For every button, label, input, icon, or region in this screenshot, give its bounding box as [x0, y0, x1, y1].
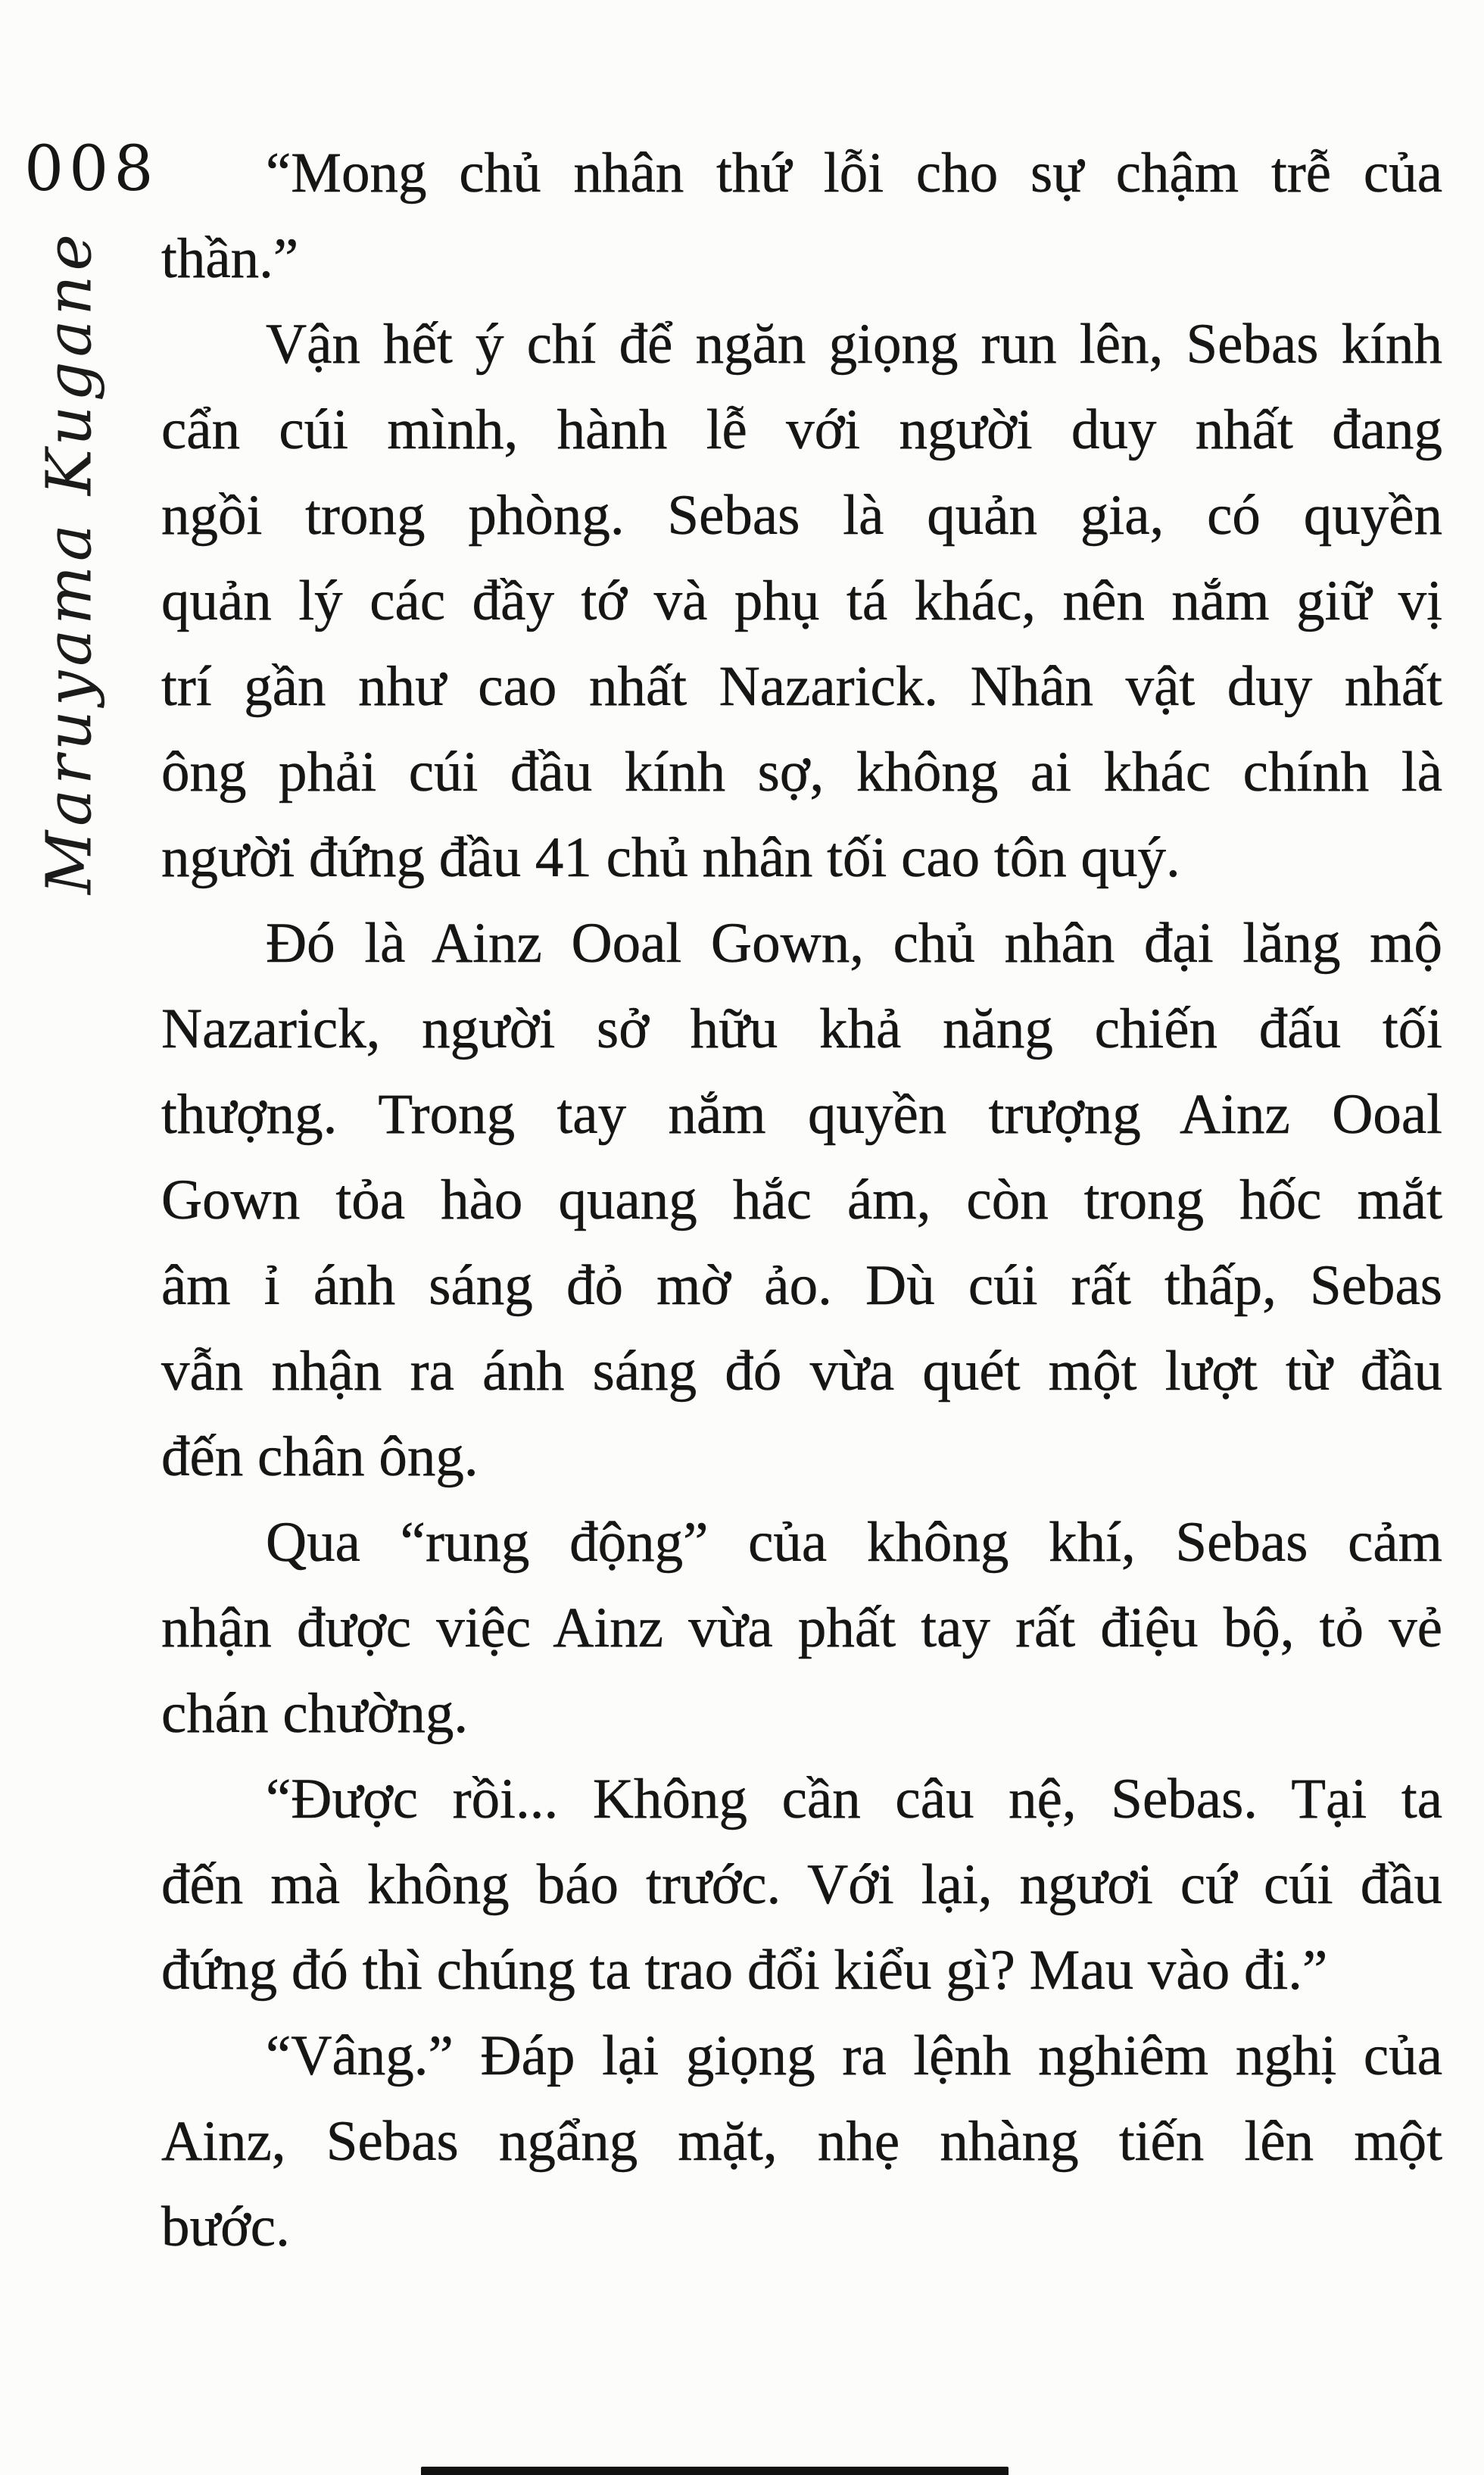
text-line: quản lý các đầy tớ và phụ tá khác, nên nắm giữ vị	[161, 570, 1442, 632]
paragraph	[161, 2013, 1442, 2270]
text-line: cẩn cúi mình, hành lễ với người duy nhất đang	[161, 398, 1442, 461]
text-line: trí gần như cao nhất Nazarick. Nhân vật duy nhất	[161, 655, 1442, 718]
paragraph	[161, 900, 1442, 1500]
text-line: âm ỉ ánh sáng đỏ mờ ảo. Dù cúi rất thấp, Sebas	[161, 1254, 1442, 1317]
text-line: nhận được việc Ainz vừa phất tay rất điệu bộ, tỏ vẻ	[161, 1596, 1442, 1659]
text-line: Vận hết ý chí để ngăn giọng run lên, Sebas kính	[266, 313, 1442, 376]
text-line: “Vâng.” Đáp lại giọng ra lệnh nghiêm nghị của	[266, 2024, 1442, 2087]
text-line: bước.	[161, 2196, 290, 2258]
page-text	[161, 130, 1442, 2270]
text-line: đến mà không báo trước. Với lại, ngươi cứ cúi đầu	[161, 1853, 1442, 1916]
text-line: đến chân ông.	[161, 1425, 479, 1488]
scan-artifact-bar	[421, 2467, 1009, 2475]
text-line: thần.”	[161, 227, 299, 290]
text-line: ngồi trong phòng. Sebas là quản gia, có quyền	[161, 484, 1442, 547]
paragraph	[161, 301, 1442, 900]
text-line: Đó là Ainz Ooal Gown, chủ nhân đại lăng mộ	[266, 912, 1442, 975]
text-line: Gown tỏa hào quang hắc ám, còn trong hốc mắt	[161, 1169, 1442, 1231]
text-line: đứng đó thì chúng ta trao đổi kiểu gì? Mau vào đi.”	[161, 1939, 1328, 2002]
author-margin-text: Maruyama Kugane	[33, 229, 106, 894]
text-line: thượng. Trong tay nắm quyền trượng Ainz Ooal	[161, 1083, 1442, 1146]
text-line: Nazarick, người sở hữu khả năng chiến đấu tối	[161, 997, 1442, 1060]
text-line: “Được rồi... Không cần câu nệ, Sebas. Tại ta	[266, 1768, 1442, 1831]
text-line: “Mong chủ nhân thứ lỗi cho sự chậm trễ của	[266, 142, 1442, 204]
page-number: 008	[24, 133, 159, 205]
paragraph	[161, 130, 1442, 301]
text-line: ông phải cúi đầu kính sợ, không ai khác chính là	[161, 741, 1442, 804]
text-line: người đứng đầu 41 chủ nhân tối cao tôn quý.	[161, 826, 1180, 889]
paragraph	[161, 1756, 1442, 2013]
text-line: Qua “rung động” của không khí, Sebas cảm	[266, 1511, 1442, 1574]
text-line: vẫn nhận ra ánh sáng đó vừa quét một lượt từ đầu	[161, 1340, 1442, 1403]
text-line: chán chường.	[161, 1682, 469, 1745]
paragraph	[161, 1500, 1442, 1756]
text-line: Ainz, Sebas ngẩng mặt, nhẹ nhàng tiến lên một	[161, 2110, 1442, 2173]
